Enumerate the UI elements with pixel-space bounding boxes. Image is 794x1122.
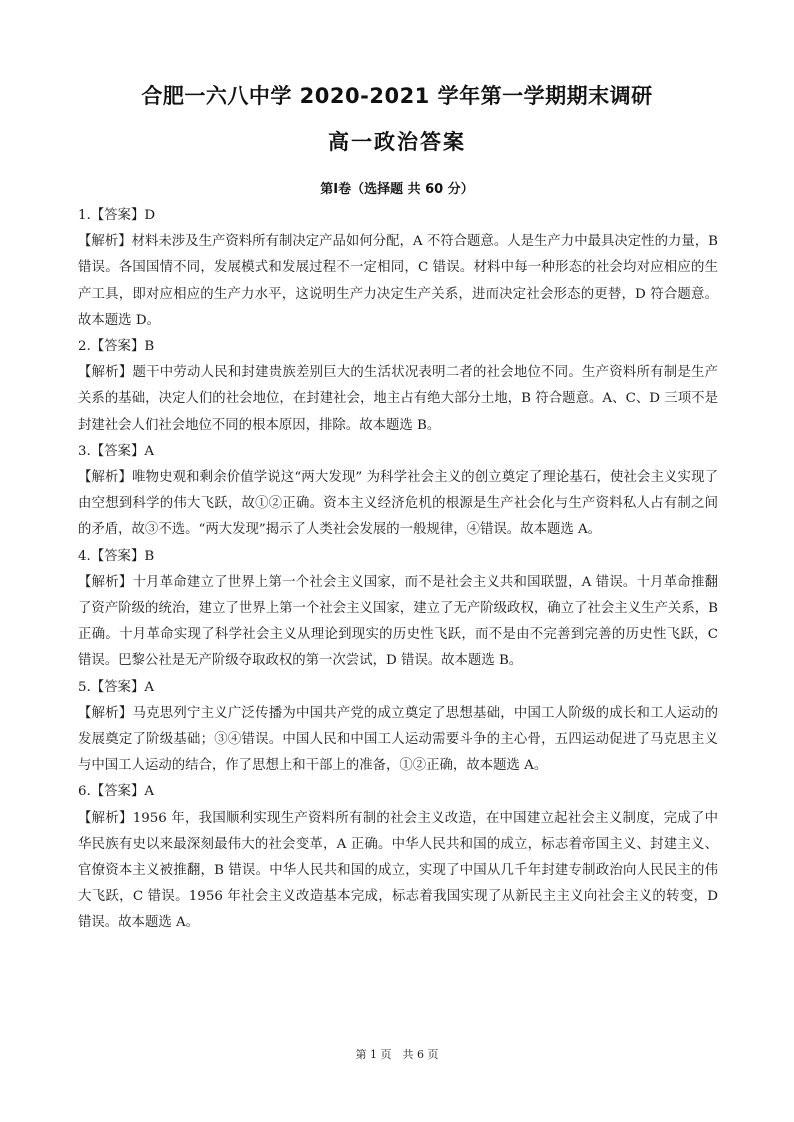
question-5 — [78, 675, 718, 780]
answer-line: 2.【答案】B — [78, 339, 155, 355]
answer-list — [78, 203, 718, 937]
section-heading: 第Ⅰ卷（选择题 共 60 分） — [320, 182, 474, 197]
analysis-text: 【解析】1956 年，我国顺利实现生产资料所有制的社会主义改造，在中国建立起社会主义制度，完成了中华民族有史以来最深刻最伟大的社会变革，A 正确。中华人民共和国的成立，标志着帝国主义、封建主义、官僚资本主义被推翻，B 错误。中华人民共和国的成立，实现了中国从几千年封建专制政治向人民民主的伟大飞跃，C 错误。1956 年社会主义改造基本完成，标志着我国实现了从新民主主义向社会主义的转变，D 错误。故本题选 A。 — [78, 810, 718, 931]
analysis-text: 【解析】十月革命建立了世界上第一个社会主义国家，而不是社会主义共和国联盟，A 错误。十月革命推翻了资产阶级的统治，建立了世界上第一个社会主义国家，建立了无产阶级政权，确立了社会主义生产关系，B 正确。十月革命实现了科学社会主义从理论到现实的历史性飞跃，而不是由不完善到完善的历史性飞跃，C 错误。巴黎公社是无产阶级夺取政权的第一次尝试，D 错误。故本题选 B。 — [78, 574, 718, 669]
question-3 — [78, 439, 718, 544]
answer-line: 1.【答案】D — [78, 208, 156, 223]
analysis-text: 【解析】马克思列宁主义广泛传播为中国共产党的成立奠定了思想基础，中国工人阶级的成长和工人运动的发展奠定了阶级基础；③④错误。中国人民和中国工人运动需要斗争的主心骨，五四运动促进了马克思主义与中国工人运动的结合，作了思想上和干部上的准备，①②正确，故本题选 A。 — [78, 705, 718, 774]
analysis-text: 【解析】唯物史观和剩余价值学说这“两大发现” 为科学社会主义的创立奠定了理论基石，使社会主义实现了由空想到科学的伟大飞跃，故①②正确。资本主义经济危机的根源是生产社会化与生产资料私人占有制之间的矛盾，故③不选。“两大发现”揭示了人类社会发展的一般规律，④错误。故本题选 A。 — [78, 470, 718, 538]
analysis-text: 【解析】题干中劳动人民和封建贵族差别巨大的生活状况表明二者的社会地位不同。生产资料所有制是生产关系的基础，决定人们的社会地位，在封建社会，地主占有绝大部分土地，B 符合题意。A、C、D 三项不是封建社会人们社会地位不同的根本原因，排除。故本题选 B。 — [78, 365, 718, 433]
answer-line: 5.【答案】A — [78, 679, 155, 695]
analysis-text: 【解析】材料未涉及生产资料所有制决定产品如何分配，A 不符合题意。人是生产力中最具决定性的力量，B 错误。各国国情不同，发展模式和发展过程不一定相同，C 错误。材料中每一种形态的社会均对应相应的生产工具，即对应相应的生产力水平，这说明生产力决定生产关系，进而决定社会形态的更替，D 符合题意。故本题选 D。 — [78, 234, 718, 328]
document-title: 合肥一六八中学 2020-2021 学年第一学期期末调研 — [141, 84, 653, 108]
answer-line: 3.【答案】A — [78, 443, 155, 459]
question-2 — [78, 334, 718, 439]
answer-line: 6.【答案】A — [78, 784, 155, 800]
question-4 — [78, 544, 718, 675]
page-footer: 第 1 页 共 6 页 — [355, 1048, 439, 1061]
question-1 — [78, 203, 718, 334]
document-subtitle: 高一政治答案 — [328, 130, 466, 154]
question-6 — [78, 779, 718, 936]
answer-line: 4.【答案】B — [78, 548, 155, 564]
